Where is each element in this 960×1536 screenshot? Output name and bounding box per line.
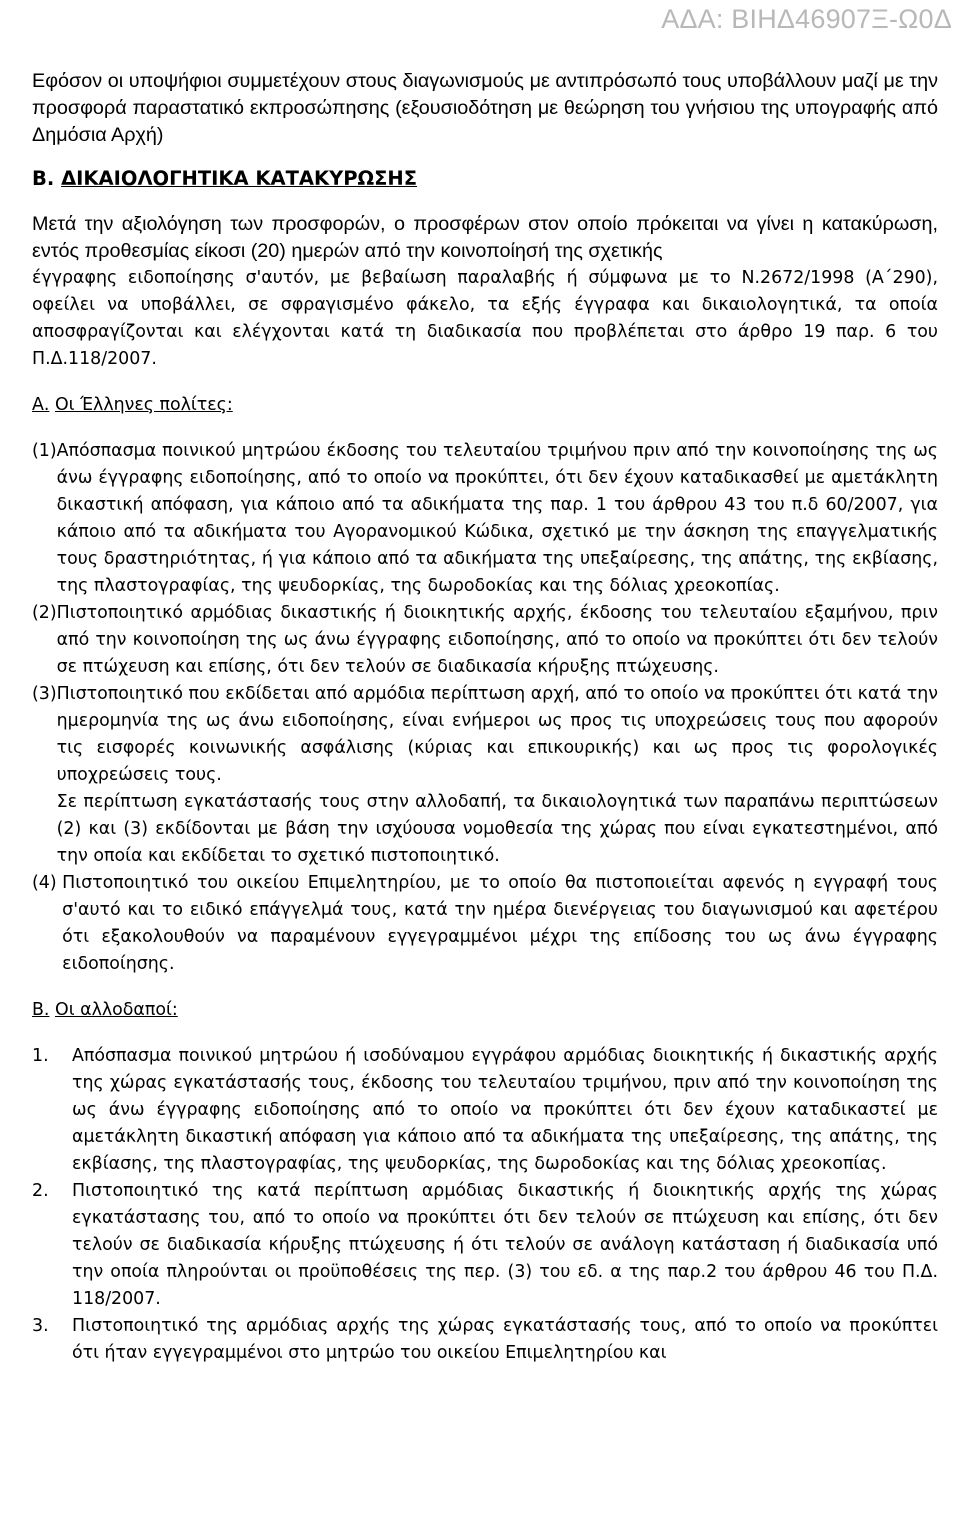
foreigners-prefix: Β. [32, 1000, 50, 1020]
foreigners-title: Οι αλλοδαποί: [55, 1000, 178, 1020]
list-item [32, 1313, 938, 1367]
list-item [32, 681, 938, 870]
item-number: 1. [32, 1046, 49, 1066]
item-number: 3. [32, 1316, 49, 1336]
greeks-list [32, 438, 938, 978]
item-number: 2. [32, 1181, 49, 1201]
list-item [32, 1043, 938, 1178]
item-text: Πιστοποιητικό αρμόδιας δικαστικής ή διοικητικής αρχής, έκδοσης του τελευταίου εξαμήνου, πριν από την κοινοποίηση της ως άνω έγγραφης ειδοποίησης, από το οποίο να προκύπτει ότι δεν τελούν σε πτώχευση και επίσης, ότι δεν τελούν σε διαδικασία κήρυξης πτώχευσης. [56, 603, 938, 677]
item-continuation: Σε περίπτωση εγκατάστασής τους στην αλλοδαπή, τα δικαιολογητικά των παραπάνω περιπτώσεων (2) και (3) εκδίδονται με βάση την ισχύουσα νομοθεσία της χώρας που είναι εγκατεστημένοι, από την οποία και εκδίδεται το σχετικό πιστοποιητικό. [56, 792, 938, 866]
foreigners-heading [32, 997, 938, 1024]
list-item [32, 438, 938, 600]
greeks-title: Οι Έλληνες πολίτες: [54, 395, 233, 415]
list-item [32, 600, 938, 681]
section-b-prefix: Β. [32, 167, 55, 190]
item-number: (3) [32, 684, 57, 704]
ada-code: ΑΔΑ: ΒΙΗΔ46907Ξ-Ω0Δ [661, 4, 952, 34]
item-text-group [57, 681, 938, 870]
greeks-heading [32, 392, 938, 419]
document-body [32, 68, 938, 1367]
item-number: (4) [32, 873, 63, 893]
list-item [32, 1178, 938, 1313]
item-text: Πιστοποιητικό της αρμόδιας αρχής της χώρας εγκατάστασής τους, από το οποίο να προκύπτει ότι ήταν εγγεγραμμένοι στο μητρώο του οικείου Επιμελητηρίου και [72, 1316, 938, 1363]
section-b-paragraph-1: Μετά την αξιολόγηση των προσφορών, ο προσφέρων στον οποίο πρόκειται να γίνει η κατακύρωση, εντός προθεσμίας είκοσι (20) ημερών από την κοινοποίησή της σχετικής [32, 213, 938, 262]
foreigners-list [32, 1043, 938, 1367]
section-b-paragraph-2: έγγραφης ειδοποίησης σ'αυτόν, με βεβαίωση παραλαβής ή σύμφωνα με το Ν.2672/1998 (Α΄290), οφείλει να υποβάλλει, σε σφραγισμένο φάκελο, τα εξής έγγραφα και δικαιολογητικά, τα οποία αποσφραγίζονται και ελέγχονται κατά τη διαδικασία που προβλέπεται στο άρθρο 19 παρ. 6 του Π.Δ.118/2007. [32, 268, 938, 369]
item-text: Απόσπασμα ποινικού μητρώου έκδοσης του τελευταίου τριμήνου πριν από την κοινοποίησης της ως άνω έγγραφης ειδοποίησης, από το οποίο να προκύπτει, ότι δεν έχουν καταδικασθεί με αμετάκλητη δικαστική απόφαση, για κάποιο από τα αδικήματα της παρ. 1 του άρθρου 43 του π.δ 60/2007, για κάποιο από τα αδικήματα του Αγορανομικού Κώδικα, σχετικό με την άσκηση της επαγγελματικής τους δραστηριότητας, ή για κάποιο από τα αδικήματα της υπεξαίρεσης, της απάτης, της εκβίασης, της πλαστογραφίας, της ψευδορκίας, της δωροδοκίας και της δόλιας χρεοκοπίας. [56, 441, 938, 596]
list-item [32, 870, 938, 978]
item-number: (2) [32, 603, 57, 623]
item-number: (1) [32, 441, 57, 461]
item-text: Πιστοποιητικό που εκδίδεται από αρμόδια περίπτωση αρχή, από το οποίο να προκύπτει ότι κατά την ημερομηνία της ως άνω ειδοποίησης, είναι ενήμεροι ως προς τις υποχρεώσεις τους που αφορούν τις εισφορές κοινωνικής ασφάλισης (κύριας και επικουρικής) και ως προς τις φορολογικές υποχρεώσεις τους. [56, 684, 938, 785]
section-b-heading [32, 165, 938, 192]
section-b-title: ΔΙΚΑΙΟΛΟΓΗΤΙΚΑ ΚΑΤΑΚΥΡΩΣΗΣ [61, 167, 418, 190]
item-text: Πιστοποιητικό της κατά περίπτωση αρμόδιας δικαστικής ή διοικητικής αρχής της χώρας εγκατάστασης του, από το οποίο να προκύπτει ότι δεν τελούν σε πτώχευση και επίσης, ότι δεν τελούν σε διαδικασία κήρυξης πτώχευσης ή ότι τελούν σε ανάλογη κατάσταση ή διαδικασία υπό την οποία πληρούνται οι προϋποθέσεις της περ. (3) του εδ. α της παρ.2 του άρθρου 46 του Π.Δ. 118/2007. [72, 1181, 938, 1309]
greeks-prefix: Α. [32, 395, 50, 415]
item-text: Απόσπασμα ποινικού μητρώου ή ισοδύναμου εγγράφου αρμόδιας διοικητικής ή δικαστικής αρχής της χώρας εγκατάστασής τους, έκδοσης του τελευταίου τριμήνου, πριν από την κοινοποίηση της ως άνω έγγραφης ειδοποίησης από το οποίο να προκύπτει ότι δεν έχουν καταδικαστεί με αμετάκλητη δικαστική απόφαση για κάποιο από τα αδικήματα της υπεξαίρεσης, της απάτης, της εκβίασης, της πλαστογραφίας, της ψευδορκίας, της δωροδοκίας και της δόλιας χρεοκοπίας. [72, 1046, 938, 1174]
item-text: Πιστοποιητικό του οικείου Επιμελητηρίου, με το οποίο θα πιστοποιείται αφενός η εγγραφή τους σ'αυτό και το ειδικό επάγγελμά τους, κατά την ημέρα διενέργειας του διαγωνισμού και αφετέρου ότι εξακολουθούν να παραμένουν εγγεγραμμένοι μέχρι της επίδοσης του ως άνω έγγραφης ειδοποίησης. [62, 873, 938, 974]
intro-paragraph: Εφόσον οι υποψήφιοι συμμετέχουν στους διαγωνισμούς με αντιπρόσωπό τους υποβάλλουν μαζί με την προσφορά παραστατικό εκπροσώπησης (εξουσιοδότηση με θεώρηση του γνήσιου της υπογραφής από Δημόσια Αρχή) [32, 70, 938, 146]
